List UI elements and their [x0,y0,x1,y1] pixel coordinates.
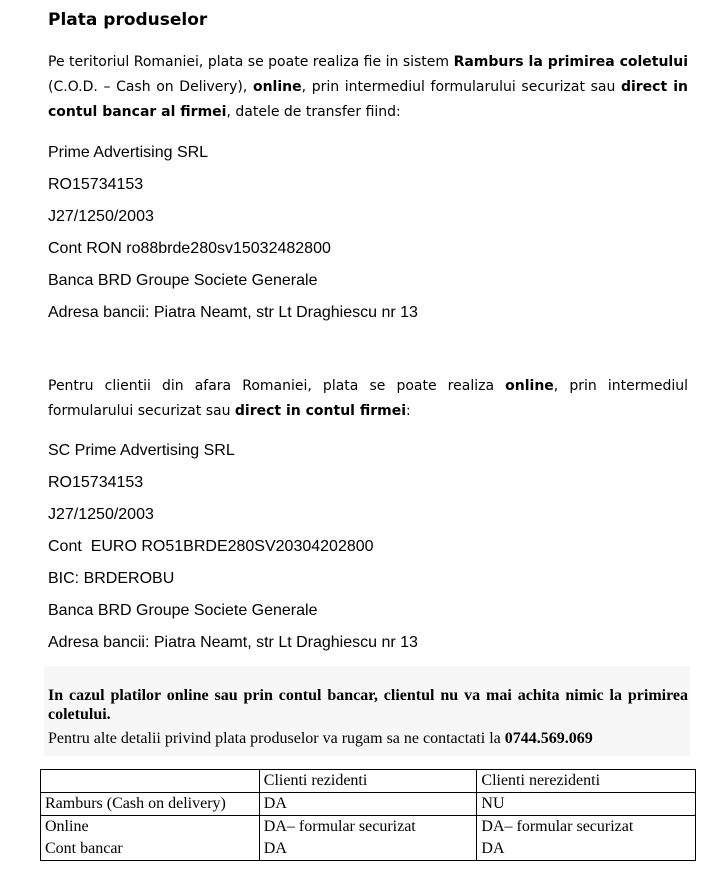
euro-bank-address: Adresa bancii: Piatra Neamt, str Lt Draghiescu nr 13 [48,634,418,651]
table-cell: DA [477,838,696,861]
ron-bank-address: Adresa bancii: Piatra Neamt, str Lt Draghiescu nr 13 [48,304,418,321]
table-cell: DA [259,793,477,816]
table-header-cell: Clienti rezidenti [259,770,477,793]
ron-bank-name: Banca BRD Groupe Societe Generale [48,272,318,289]
table-cell: Cont bancar [41,838,260,861]
euro-registration-number: J27/1250/2003 [48,506,154,523]
table-header-cell [41,770,260,793]
intro-text-2: (C.O.D. – Cash on Delivery), [48,79,253,95]
euro-bic: BIC: BRDEROBU [48,570,175,587]
table-cell: Ramburs (Cash on delivery) [41,793,260,816]
intro-bold-cod: Ramburs la primirea coletului [453,54,689,70]
notice-strong-text: In cazul platilor online sau prin contul bancar, clientul nu va mai achita nimic la primirea coletului. [48,687,688,723]
foreign-text-3: : [406,403,411,419]
euro-company-name: SC Prime Advertising SRL [48,442,235,459]
foreign-text-1: Pentru clientii din afara Romaniei, plata se poate realiza [48,378,506,394]
foreign-text-2: , prin intermediul formularului securizat sau [48,378,689,419]
table-cell: DA– formular securizat [477,816,696,839]
foreign-bold-online: online [505,378,554,394]
foreign-paragraph [48,374,688,424]
page-title: Plata produselor [48,10,208,30]
foreign-bold-direct: direct in contul firmei [234,403,407,419]
table-row [41,816,696,839]
payment-methods-table [40,769,696,861]
contact-phone: 0744.569.069 [504,730,593,747]
notice-contact-text: Pentru alte detalii privind plata produselor va rugam sa ne contactati la [48,730,505,747]
payment-notice [44,666,690,756]
table-header-row [41,770,696,793]
intro-text-1: Pe teritoriul Romaniei, plata se poate realiza fie in sistem [48,54,454,70]
intro-text-3: , prin intermediul formularului securizat sau [301,79,621,95]
table-cell: DA [259,838,477,861]
euro-bank-name: Banca BRD Groupe Societe Generale [48,602,318,619]
table-cell: DA– formular securizat [259,816,477,839]
intro-bold-direct: direct in contul bancar al firmei [48,79,688,120]
euro-fiscal-code: RO15734153 [48,474,144,491]
ron-registration-number: J27/1250/2003 [48,208,154,225]
table-cell: Online [41,816,260,839]
notice-contact-line [48,729,593,748]
ron-fiscal-code: RO15734153 [48,176,144,193]
table-cell: NU [477,793,696,816]
ron-account: Cont RON ro88brde280sv15032482800 [48,240,331,257]
ron-company-name: Prime Advertising SRL [48,144,209,161]
intro-paragraph [48,50,688,125]
intro-bold-online: online [252,79,302,95]
table-header-cell: Clienti nerezidenti [477,770,696,793]
euro-account: Cont EURO RO51BRDE280SV20304202800 [48,538,374,555]
intro-text-4: , datele de transfer fiind: [226,104,401,120]
table-row [41,838,696,861]
table-row [41,793,696,816]
